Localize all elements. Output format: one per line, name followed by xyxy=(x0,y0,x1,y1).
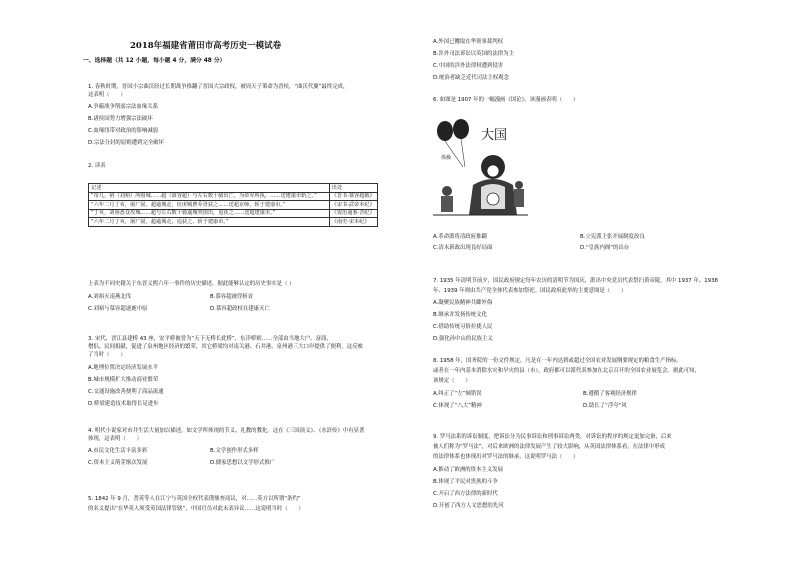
q5-option-d: D.统治者缺乏近代司法主权观念 xyxy=(433,75,509,81)
q9-stem-line2: 被人们称为“罗马法”，对后来欧洲的法律发展产生了较大影响，从英国法律体系看，在法律中形成 xyxy=(433,444,665,450)
table-cell: 《资治通鉴·晋纪》 xyxy=(329,209,377,218)
q2-question: 上表为不同史籍关于东晋义熙六年一事件的历史描述。据此能够认定的历史事实是（ ） xyxy=(88,281,295,287)
table-cell: “六年二月丁亥，屠广固。超逾城走，征虏贼曹乔胥获之……送超京师，斩于建康市。” xyxy=(89,201,330,210)
q9-option-d: D.开创了西方人文思想的先河 xyxy=(433,503,504,509)
q5-option-c: C.中国的涉外法律权遭到侵害 xyxy=(433,63,504,69)
table-row xyxy=(89,201,378,210)
q8-stem-line1: 8. 1958 年，国务院的一份文件规定，凡是在一年内达到或超过全国农业发展纲要规定的粮食生产指标， xyxy=(433,358,682,364)
section-heading: 一、选择题（共 12 小题，每小题 4 分，满分 48 分） xyxy=(83,58,226,64)
q5-stem-line2: 的名义提出“在华英人须受英国法律管辖”，中国官员对此未表异议……这说明当时（ ） xyxy=(88,506,304,512)
table-cell: “丁亥，刘裕悉众攻城……超与左右数十骑逾城突围出，追获之……送超建康市。” xyxy=(89,209,330,218)
q5-option-b: B.涉外司法诉讼以英国的法律为主 xyxy=(433,51,514,57)
q8-stem-line2: 或者在一年内基本消除水灾和旱灾的县（市），政府都可以派代表参加在北京召开的全国农业展览会。据此可知， xyxy=(433,368,700,374)
q1-stem-line2: 这表明（ ） xyxy=(88,92,126,98)
table-cell: 《南史·宋本纪》 xyxy=(329,218,377,227)
table-row xyxy=(89,192,378,201)
table-header-cell: 记述 xyxy=(89,184,330,193)
q5-stem-line1: 5. 1842 年 9 月，耆英等人在江宁与英国全权代表璞鼎查商议，对……英方以所谓“条约” xyxy=(88,496,301,502)
q9-option-a: A.推动了欧洲的资本主义发展 xyxy=(433,467,503,473)
q4-option-b: B.文学创作形式多样 xyxy=(210,448,259,454)
q1-option-d: D.宗法分封的原则遭到完全破坏 xyxy=(88,140,164,146)
q3-option-c: C.交通设施改善便利了商品流通 xyxy=(88,389,164,395)
table-cell: “帝几，裕（刘裕）所围城……超（慕容超）与左右数十骑出亡，为帝军所执，……送建康市斩之。” xyxy=(89,192,330,201)
q2-option-a: A.刘裕灭南燕北伐 xyxy=(88,294,132,300)
q3-option-a: A.地理位置决定经济发展水平 xyxy=(88,365,158,371)
q6-option-d: D.“皇族内阁”的出台 xyxy=(580,245,630,251)
q8-stem-line3: 该规定（ ） xyxy=(433,378,471,384)
q7-stem-line2: 年、1939 年则由共产党全体代表参加祭祀。国民政府此举的主要意图是（ ） xyxy=(433,288,627,294)
q4-option-d: D.儒家思想以文学形式推广 xyxy=(210,460,276,466)
q3-stem-line3: 了当时（ ） xyxy=(88,352,126,358)
table-cell: 《晋书·慕容超载》 xyxy=(329,192,377,201)
q6-option-c: C.清末新政出现良好局面 xyxy=(433,245,493,251)
q6-option-a: A.革命派将清政府推翻 xyxy=(433,234,487,240)
q2-option-c: C.刘裕与慕容超逐鹿中原 xyxy=(88,306,148,312)
q4-stem-line2: 体现，这表明（ ） xyxy=(88,436,142,442)
q1-stem-line1: 1. 春秋时期，晋国小宗曲沃经过长期战争推翻了晋国大宗政权，被周天子策命为晋侯，“曲沃代翼”最终完成， xyxy=(88,84,349,90)
q4-stem-line1: 4. 明代小说家对市井生活大量加以描述，如文学所体现的节义、礼教的教化。这在《三国演义》、《水浒传》中有显著 xyxy=(88,428,365,434)
q8-option-b: B.遵循了客观经济规律 xyxy=(583,391,637,397)
q9-option-c: C.开启了西方法律的新时代 xyxy=(433,491,498,497)
q3-stem-line2: 僧侣、民间捐献，促进了泉州地区经济的繁荣，其它桥梁均对南关港、石井港、泉州港三大口岸提供了便利，这反映 xyxy=(88,344,363,350)
q9-stem-line1: 9. 罗马法系的诉讼制度，把诉讼分为民事诉讼和刑事诉讼两类，对诉讼的程序的规定更加完备，后来 xyxy=(433,434,672,440)
q2-option-d: D.慕容超政权在建康灭亡 xyxy=(210,306,270,312)
q9-option-b: B.体现了平民对贵族的斗争 xyxy=(433,479,498,485)
q2-stem: 2. 读表 xyxy=(88,163,106,169)
q8-option-c: C.体现了“八大”精神 xyxy=(433,403,482,409)
table-row xyxy=(89,218,378,227)
table-header-cell: 出处 xyxy=(329,184,377,193)
q2-option-b: B.慕容超被俘斩首 xyxy=(210,294,254,300)
q7-option-b: B.继承并发扬传统文化 xyxy=(433,312,487,318)
q1-option-b: B.诸侯国势力增强宗法破坏 xyxy=(88,116,153,122)
q8-option-a: A.纠正了“左”倾错误 xyxy=(433,391,482,397)
q3-stem-line1: 3. 宋代，晋江县建桥 43 座，安平桥被誉为“天下无桥长此桥”，东洋桥则……全部由当地大户、富商、 xyxy=(88,336,332,342)
q7-option-d: D.强化孙中山的民族主义 xyxy=(433,336,493,342)
table-cell: “六年二月丁亥，屠广固。超逾城走，追获之，斩于建康市。” xyxy=(89,218,330,227)
q1-option-c: C.血缘纽带对政治的影响减弱 xyxy=(88,128,159,134)
q7-option-a: A.凝聚民族精神共御外侮 xyxy=(433,300,493,306)
table-header-row xyxy=(89,184,378,193)
cartoon-image xyxy=(433,115,528,222)
q4-option-a: A.市民文化生活丰富多彩 xyxy=(88,448,148,454)
exam-title: 2018年福建省莆田市高考历史一模试卷 xyxy=(130,41,282,51)
cartoon-banner: 体操 xyxy=(441,155,452,161)
table-row xyxy=(89,209,378,218)
q6-stem: 6. 如图是 1907 年的一幅漫画《国论》。该漫画表明（ ） xyxy=(433,97,579,103)
q1-option-a: A.争霸战争削弱宗法血缘关系 xyxy=(88,104,158,110)
q9-stem-line3: 的法律体系也体现出对罗马法的继承，这说明罗马法（ ） xyxy=(433,454,579,460)
q5-option-a: A.外国已攫取在华领事裁判权 xyxy=(433,39,503,45)
q7-stem-line1: 7. 1935 年清明节前夕，国民政府规定每年农历的清明节为国庆，派出中央党员代表祭扫黄帝陵，其中 1937 年、1938 xyxy=(433,278,718,284)
q4-option-c: C.资本主义萌芽渐次发展 xyxy=(88,460,148,466)
table-cell: 《宋书·武帝本纪》 xyxy=(329,201,377,210)
q2-source-table xyxy=(88,183,378,227)
q7-option-c: C.借助传统习俗拉拢人民 xyxy=(433,324,493,330)
q3-option-d: D.桥梁建造技术取得长足进步 xyxy=(88,401,159,407)
q8-option-d: D.助长了“浮夸”风 xyxy=(583,403,627,409)
q6-option-b: B.立宪派主张开展制度改良 xyxy=(580,234,645,240)
cartoon-title: 大国 xyxy=(481,128,508,143)
q3-option-b: B.城市规模扩大推动商业繁荣 xyxy=(88,377,159,383)
